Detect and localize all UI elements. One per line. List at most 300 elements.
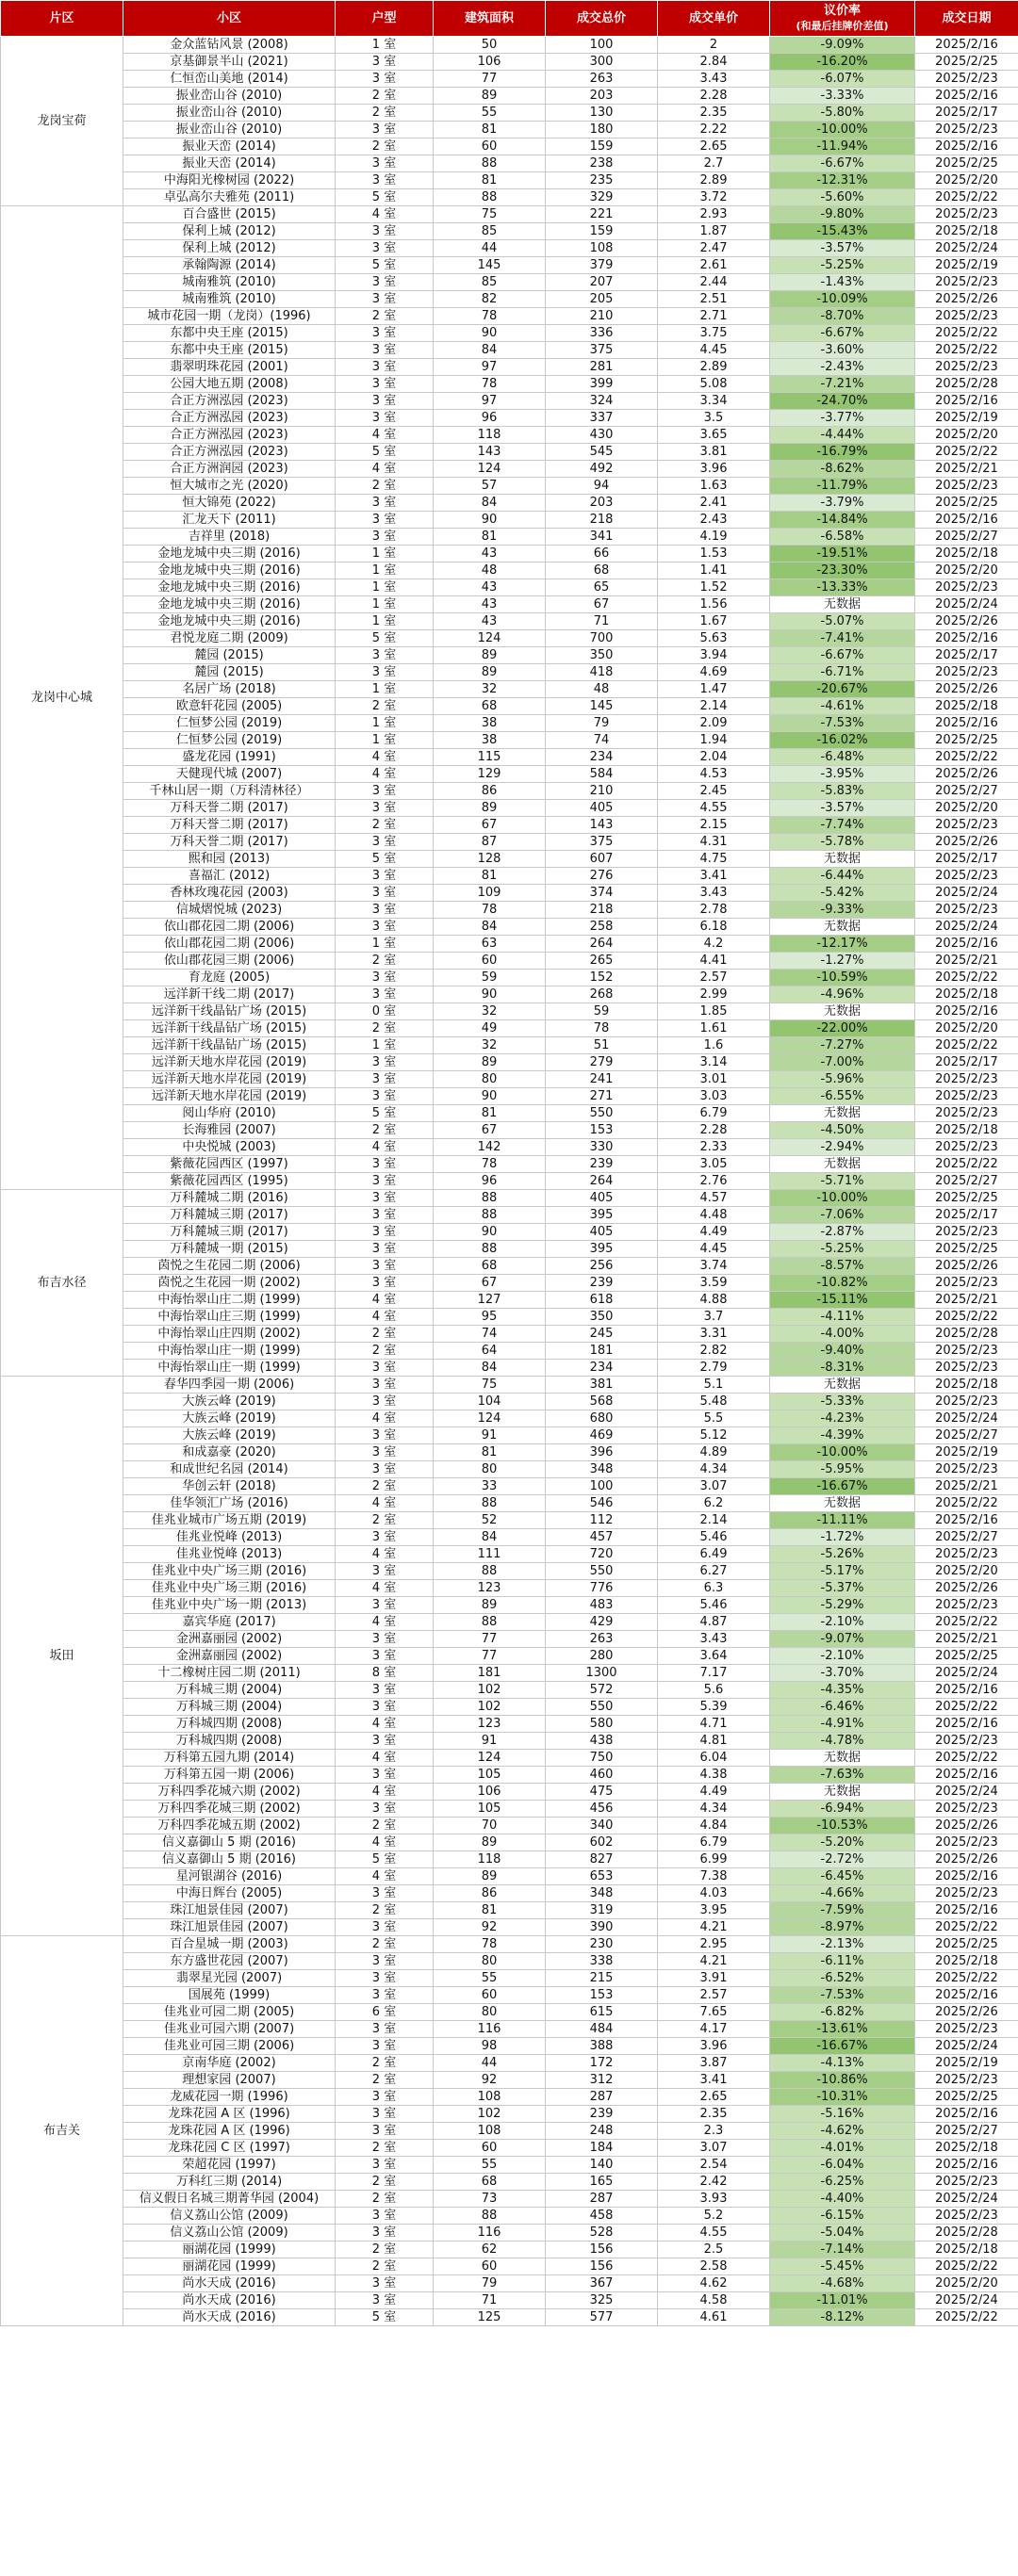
date-cell: 2025/2/16: [915, 88, 1018, 105]
date-cell: 2025/2/22: [915, 970, 1018, 986]
total-price-cell: 230: [546, 1936, 658, 1953]
area-cell: 88: [434, 2208, 546, 2225]
rate-cell: -2.87%: [770, 1224, 915, 1241]
total-price-cell: 330: [546, 1139, 658, 1156]
layout-cell: 2 室: [336, 88, 434, 105]
community-cell: 保利上城 (2012): [123, 240, 336, 257]
layout-cell: 3 室: [336, 529, 434, 546]
community-cell: 金地龙城中央三期 (2016): [123, 613, 336, 630]
community-cell: 恒大城市之光 (2020): [123, 478, 336, 495]
layout-cell: 2 室: [336, 139, 434, 155]
date-cell: 2025/2/23: [915, 1360, 1018, 1377]
community-cell: 育龙庭 (2005): [123, 970, 336, 986]
community-cell: 合正方洲泓园 (2023): [123, 427, 336, 444]
unit-price-cell: 4.84: [658, 1818, 770, 1834]
rate-cell: -5.04%: [770, 2225, 915, 2242]
date-cell: 2025/2/16: [915, 630, 1018, 647]
total-price-cell: 210: [546, 783, 658, 800]
community-cell: 茵悦之生花园一期 (2002): [123, 1275, 336, 1292]
total-price-cell: 341: [546, 529, 658, 546]
community-cell: 万科红三期 (2014): [123, 2174, 336, 2191]
unit-price-cell: 5.12: [658, 1427, 770, 1444]
layout-cell: 3 室: [336, 783, 434, 800]
rate-cell: -7.14%: [770, 2242, 915, 2258]
community-cell: 仁恒梦公园 (2019): [123, 732, 336, 749]
table-row: [1, 1292, 1018, 1309]
rate-cell: -3.57%: [770, 800, 915, 817]
total-price-cell: 395: [546, 1241, 658, 1258]
community-cell: 欧意轩花园 (2005): [123, 698, 336, 715]
area-cell: 92: [434, 1919, 546, 1936]
rate-cell: -2.94%: [770, 1139, 915, 1156]
community-cell: 珠江旭景佳园 (2007): [123, 1902, 336, 1919]
rate-cell: -9.09%: [770, 37, 915, 54]
rate-cell: -5.37%: [770, 1580, 915, 1597]
rate-cell: -4.39%: [770, 1427, 915, 1444]
community-cell: 香林玫瑰花园 (2003): [123, 885, 336, 902]
layout-cell: 2 室: [336, 1478, 434, 1495]
area-cell: 116: [434, 2225, 546, 2242]
date-cell: 2025/2/28: [915, 376, 1018, 393]
date-cell: 2025/2/18: [915, 986, 1018, 1003]
total-price-cell: 350: [546, 647, 658, 664]
table-row: [1, 2225, 1018, 2242]
unit-price-cell: 4.03: [658, 1885, 770, 1902]
date-cell: 2025/2/26: [915, 1258, 1018, 1275]
layout-cell: 3 室: [336, 2275, 434, 2292]
area-cell: 81: [434, 1105, 546, 1122]
rate-cell: -3.70%: [770, 1665, 915, 1682]
date-cell: 2025/2/26: [915, 1580, 1018, 1597]
area-cell: 89: [434, 800, 546, 817]
community-cell: 依山郡花园二期 (2006): [123, 936, 336, 953]
unit-price-cell: 2.33: [658, 1139, 770, 1156]
table-row: [1, 1851, 1018, 1868]
date-cell: 2025/2/26: [915, 1818, 1018, 1834]
community-cell: 龙珠花园 A 区 (1996): [123, 2106, 336, 2123]
table-row: [1, 359, 1018, 376]
area-cell: 55: [434, 105, 546, 122]
unit-price-cell: 2.65: [658, 2089, 770, 2106]
date-cell: 2025/2/27: [915, 1529, 1018, 1546]
unit-price-cell: 6.27: [658, 1563, 770, 1580]
rate-cell: -7.59%: [770, 1902, 915, 1919]
community-cell: 千林山居一期（万科清林径）: [123, 783, 336, 800]
community-cell: 十二橡树庄园二期 (2011): [123, 1665, 336, 1682]
area-cell: 81: [434, 529, 546, 546]
total-price-cell: 324: [546, 393, 658, 410]
layout-cell: 2 室: [336, 2072, 434, 2089]
date-cell: 2025/2/20: [915, 427, 1018, 444]
total-price-cell: 264: [546, 1173, 658, 1190]
area-cell: 81: [434, 868, 546, 885]
table-row: [1, 749, 1018, 766]
area-cell: 57: [434, 478, 546, 495]
total-price-cell: 375: [546, 834, 658, 851]
community-cell: 公园大地五期 (2008): [123, 376, 336, 393]
layout-cell: 3 室: [336, 359, 434, 376]
community-cell: 名居广场 (2018): [123, 681, 336, 698]
unit-price-cell: 3.95: [658, 1902, 770, 1919]
total-price-cell: 399: [546, 376, 658, 393]
rate-cell: -5.16%: [770, 2106, 915, 2123]
community-cell: 仁恒梦公园 (2019): [123, 715, 336, 732]
area-cell: 43: [434, 579, 546, 596]
table-row: [1, 1919, 1018, 1936]
unit-price-cell: 2.47: [658, 240, 770, 257]
community-cell: 信义假日名城三期菁华园 (2004): [123, 2191, 336, 2208]
unit-price-cell: 4.61: [658, 2309, 770, 2326]
community-cell: 万科城四期 (2008): [123, 1716, 336, 1733]
date-cell: 2025/2/22: [915, 1614, 1018, 1631]
unit-price-cell: 3.43: [658, 71, 770, 88]
layout-cell: 3 室: [336, 223, 434, 240]
date-cell: 2025/2/24: [915, 919, 1018, 936]
total-price-cell: 271: [546, 1088, 658, 1105]
community-cell: 万科城三期 (2004): [123, 1699, 336, 1716]
community-cell: 佳兆业城市广场五期 (2019): [123, 1512, 336, 1529]
area-cell: 111: [434, 1546, 546, 1563]
date-cell: 2025/2/22: [915, 325, 1018, 342]
date-cell: 2025/2/23: [915, 2072, 1018, 2089]
community-cell: 汇龙天下 (2011): [123, 512, 336, 529]
rate-cell: 无数据: [770, 1784, 915, 1801]
unit-price-cell: 4.87: [658, 1614, 770, 1631]
area-cell: 84: [434, 342, 546, 359]
community-cell: 信义荔山公馆 (2009): [123, 2225, 336, 2242]
community-cell: 万科城四期 (2008): [123, 1733, 336, 1750]
area-cell: 97: [434, 359, 546, 376]
layout-cell: 3 室: [336, 1054, 434, 1071]
total-price-cell: 156: [546, 2242, 658, 2258]
date-cell: 2025/2/23: [915, 308, 1018, 325]
date-cell: 2025/2/23: [915, 1394, 1018, 1410]
rate-cell: -4.35%: [770, 1682, 915, 1699]
date-cell: 2025/2/23: [915, 664, 1018, 681]
unit-price-cell: 1.53: [658, 546, 770, 562]
table-row: [1, 1071, 1018, 1088]
total-price-cell: 100: [546, 37, 658, 54]
unit-price-cell: 5.08: [658, 376, 770, 393]
table-row: [1, 1394, 1018, 1410]
date-cell: 2025/2/23: [915, 359, 1018, 376]
date-cell: 2025/2/26: [915, 834, 1018, 851]
layout-cell: 4 室: [336, 1868, 434, 1885]
layout-cell: 3 室: [336, 902, 434, 919]
table-row: [1, 1987, 1018, 2004]
total-price-cell: 750: [546, 1750, 658, 1767]
total-price-cell: 374: [546, 885, 658, 902]
date-cell: 2025/2/18: [915, 1122, 1018, 1139]
layout-cell: 3 室: [336, 376, 434, 393]
layout-cell: 2 室: [336, 1122, 434, 1139]
area-cell: 75: [434, 206, 546, 223]
layout-cell: 2 室: [336, 2055, 434, 2072]
date-cell: 2025/2/20: [915, 1563, 1018, 1580]
community-cell: 大族云峰 (2019): [123, 1410, 336, 1427]
table-row: [1, 1224, 1018, 1241]
date-cell: 2025/2/18: [915, 1953, 1018, 1970]
unit-price-cell: 3.72: [658, 189, 770, 206]
layout-cell: 4 室: [336, 1784, 434, 1801]
unit-price-cell: 2.15: [658, 817, 770, 834]
table-row: [1, 478, 1018, 495]
community-cell: 紫薇花园西区 (1995): [123, 1173, 336, 1190]
layout-cell: 3 室: [336, 342, 434, 359]
area-cell: 109: [434, 885, 546, 902]
total-price-cell: 263: [546, 71, 658, 88]
date-cell: 2025/2/22: [915, 444, 1018, 461]
total-price-cell: 281: [546, 359, 658, 376]
table-row: [1, 1461, 1018, 1478]
community-cell: 荣超花园 (1997): [123, 2157, 336, 2174]
unit-price-cell: 1.63: [658, 478, 770, 495]
total-price-cell: 580: [546, 1716, 658, 1733]
total-price-cell: 67: [546, 596, 658, 613]
area-cell: 97: [434, 393, 546, 410]
table-row: [1, 1885, 1018, 1902]
unit-price-cell: 4.57: [658, 1190, 770, 1207]
total-price-cell: 550: [546, 1563, 658, 1580]
area-cell: 89: [434, 1597, 546, 1614]
community-cell: 合正方洲泓园 (2023): [123, 410, 336, 427]
area-cell: 145: [434, 257, 546, 274]
rate-cell: -2.10%: [770, 1648, 915, 1665]
layout-cell: 3 室: [336, 54, 434, 71]
area-cell: 142: [434, 1139, 546, 1156]
table-row: [1, 512, 1018, 529]
table-row: [1, 88, 1018, 105]
rate-cell: -2.10%: [770, 1614, 915, 1631]
rate-cell: -12.17%: [770, 936, 915, 953]
community-cell: 远洋新干线晶钻广场 (2015): [123, 1020, 336, 1037]
area-cell: 38: [434, 715, 546, 732]
date-cell: 2025/2/23: [915, 1834, 1018, 1851]
community-cell: 振业峦山谷 (2010): [123, 122, 336, 139]
rate-cell: -9.33%: [770, 902, 915, 919]
total-price-cell: 218: [546, 902, 658, 919]
community-cell: 百合星城一期 (2003): [123, 1936, 336, 1953]
area-cell: 71: [434, 2292, 546, 2309]
unit-price-cell: 3.34: [658, 393, 770, 410]
unit-price-cell: 2.14: [658, 698, 770, 715]
total-price-cell: 153: [546, 1987, 658, 2004]
community-cell: 万科四季花城六期 (2002): [123, 1784, 336, 1801]
unit-price-cell: 5.46: [658, 1529, 770, 1546]
unit-price-cell: 3.81: [658, 444, 770, 461]
community-cell: 丽湖花园 (1999): [123, 2258, 336, 2275]
layout-cell: 3 室: [336, 1190, 434, 1207]
community-cell: 金洲嘉丽园 (2002): [123, 1631, 336, 1648]
community-cell: 保利上城 (2012): [123, 223, 336, 240]
unit-price-cell: 2.43: [658, 512, 770, 529]
area-cell: 78: [434, 902, 546, 919]
table-row: [1, 1953, 1018, 1970]
rate-cell: -5.25%: [770, 257, 915, 274]
layout-cell: 1 室: [336, 936, 434, 953]
layout-cell: 3 室: [336, 919, 434, 936]
unit-price-cell: 1.6: [658, 1037, 770, 1054]
date-cell: 2025/2/23: [915, 71, 1018, 88]
total-price-cell: 79: [546, 715, 658, 732]
rate-cell: -4.50%: [770, 1122, 915, 1139]
community-cell: 振业天峦 (2014): [123, 155, 336, 172]
table-row: [1, 206, 1018, 223]
total-price-cell: 65: [546, 579, 658, 596]
community-cell: 君悦龙庭二期 (2009): [123, 630, 336, 647]
date-cell: 2025/2/23: [915, 122, 1018, 139]
unit-price-cell: 3.94: [658, 647, 770, 664]
date-cell: 2025/2/20: [915, 800, 1018, 817]
date-cell: 2025/2/22: [915, 1970, 1018, 1987]
rate-cell: -16.02%: [770, 732, 915, 749]
layout-cell: 4 室: [336, 1614, 434, 1631]
unit-price-cell: 5.5: [658, 1410, 770, 1427]
table-row: [1, 2258, 1018, 2275]
table-row: [1, 2140, 1018, 2157]
community-cell: 万科第五园九期 (2014): [123, 1750, 336, 1767]
community-cell: 紫薇花园西区 (1997): [123, 1156, 336, 1173]
layout-cell: 3 室: [336, 1207, 434, 1224]
unit-price-cell: 4.75: [658, 851, 770, 868]
community-cell: 麓园 (2015): [123, 664, 336, 681]
rate-cell: 无数据: [770, 851, 915, 868]
unit-price-cell: 3.64: [658, 1648, 770, 1665]
total-price-cell: 239: [546, 1156, 658, 1173]
total-price-cell: 429: [546, 1614, 658, 1631]
total-price-cell: 74: [546, 732, 658, 749]
table-row: [1, 902, 1018, 919]
date-cell: 2025/2/16: [915, 1868, 1018, 1885]
area-cell: 102: [434, 1682, 546, 1699]
total-price-cell: 239: [546, 2106, 658, 2123]
date-cell: 2025/2/18: [915, 2140, 1018, 2157]
area-cell: 89: [434, 664, 546, 681]
unit-price-cell: 4.31: [658, 834, 770, 851]
rate-cell: -6.82%: [770, 2004, 915, 2021]
table-row: [1, 461, 1018, 478]
total-price-cell: 51: [546, 1037, 658, 1054]
area-cell: 88: [434, 1207, 546, 1224]
rate-cell: 无数据: [770, 919, 915, 936]
community-cell: 茵悦之生花园二期 (2006): [123, 1258, 336, 1275]
unit-price-cell: 1.94: [658, 732, 770, 749]
unit-price-cell: 4.34: [658, 1461, 770, 1478]
total-price-cell: 405: [546, 1190, 658, 1207]
unit-price-cell: 3.43: [658, 1631, 770, 1648]
total-price-cell: 528: [546, 2225, 658, 2242]
total-price-cell: 460: [546, 1767, 658, 1784]
layout-cell: 3 室: [336, 325, 434, 342]
community-cell: 东都中央王座 (2015): [123, 325, 336, 342]
layout-cell: 2 室: [336, 1326, 434, 1343]
date-cell: 2025/2/25: [915, 54, 1018, 71]
total-price-cell: 165: [546, 2174, 658, 2191]
total-price-cell: 375: [546, 342, 658, 359]
area-cell: 84: [434, 1360, 546, 1377]
unit-price-cell: 2.42: [658, 2174, 770, 2191]
table-body: [1, 37, 1018, 2326]
unit-price-cell: 3.14: [658, 1054, 770, 1071]
community-cell: 佳兆业可园二期 (2005): [123, 2004, 336, 2021]
unit-price-cell: 4.81: [658, 1733, 770, 1750]
total-price-cell: 348: [546, 1885, 658, 1902]
unit-price-cell: 2.89: [658, 172, 770, 189]
unit-price-cell: 4.45: [658, 342, 770, 359]
total-price-cell: 276: [546, 868, 658, 885]
area-cell: 80: [434, 1461, 546, 1478]
date-cell: 2025/2/19: [915, 257, 1018, 274]
table-row: [1, 342, 1018, 359]
unit-price-cell: 2: [658, 37, 770, 54]
area-cell: 96: [434, 410, 546, 427]
rate-cell: -4.68%: [770, 2275, 915, 2292]
total-price-cell: 258: [546, 919, 658, 936]
table-row: [1, 1037, 1018, 1054]
rate-cell: -4.23%: [770, 1410, 915, 1427]
community-cell: 远洋新天地水岸花园 (2019): [123, 1054, 336, 1071]
rate-cell: -11.01%: [770, 2292, 915, 2309]
table-row: [1, 393, 1018, 410]
unit-price-cell: 2.76: [658, 1173, 770, 1190]
table-row: [1, 715, 1018, 732]
header-rate: [770, 1, 915, 37]
rate-cell: -5.33%: [770, 1394, 915, 1410]
table-row: [1, 766, 1018, 783]
table-row: [1, 970, 1018, 986]
rate-cell: -12.31%: [770, 172, 915, 189]
layout-cell: 2 室: [336, 1343, 434, 1360]
rate-cell: -15.11%: [770, 1292, 915, 1309]
community-cell: 远洋新天地水岸花园 (2019): [123, 1088, 336, 1105]
community-cell: 依山郡花园二期 (2006): [123, 919, 336, 936]
rate-cell: -4.96%: [770, 986, 915, 1003]
community-cell: 麓园 (2015): [123, 647, 336, 664]
table-row: [1, 1258, 1018, 1275]
rate-cell: -5.95%: [770, 1461, 915, 1478]
rate-cell: 无数据: [770, 1377, 915, 1394]
table-row: [1, 1207, 1018, 1224]
total-price-cell: 156: [546, 2258, 658, 2275]
community-cell: 佳华领汇广场 (2016): [123, 1495, 336, 1512]
unit-price-cell: 5.2: [658, 2208, 770, 2225]
total-price-cell: 112: [546, 1512, 658, 1529]
rate-cell: -11.94%: [770, 139, 915, 155]
unit-price-cell: 2.57: [658, 970, 770, 986]
date-cell: 2025/2/24: [915, 885, 1018, 902]
date-cell: 2025/2/23: [915, 1546, 1018, 1563]
total-price-cell: 438: [546, 1733, 658, 1750]
rate-cell: 无数据: [770, 1750, 915, 1767]
layout-cell: 6 室: [336, 2004, 434, 2021]
unit-price-cell: 6.99: [658, 1851, 770, 1868]
table-row: [1, 1343, 1018, 1360]
community-cell: 大族云峰 (2019): [123, 1427, 336, 1444]
area-cell: 43: [434, 546, 546, 562]
community-cell: 翡翠明珠花园 (2001): [123, 359, 336, 376]
layout-cell: 3 室: [336, 1461, 434, 1478]
rate-cell: -7.53%: [770, 715, 915, 732]
table-row: [1, 613, 1018, 630]
header-layout: 户型: [336, 1, 434, 37]
layout-cell: 4 室: [336, 749, 434, 766]
date-cell: 2025/2/23: [915, 2208, 1018, 2225]
total-price-cell: 245: [546, 1326, 658, 1343]
table-row: [1, 1834, 1018, 1851]
unit-price-cell: 3.41: [658, 2072, 770, 2089]
table-row: [1, 1936, 1018, 1953]
rate-cell: -4.78%: [770, 1733, 915, 1750]
